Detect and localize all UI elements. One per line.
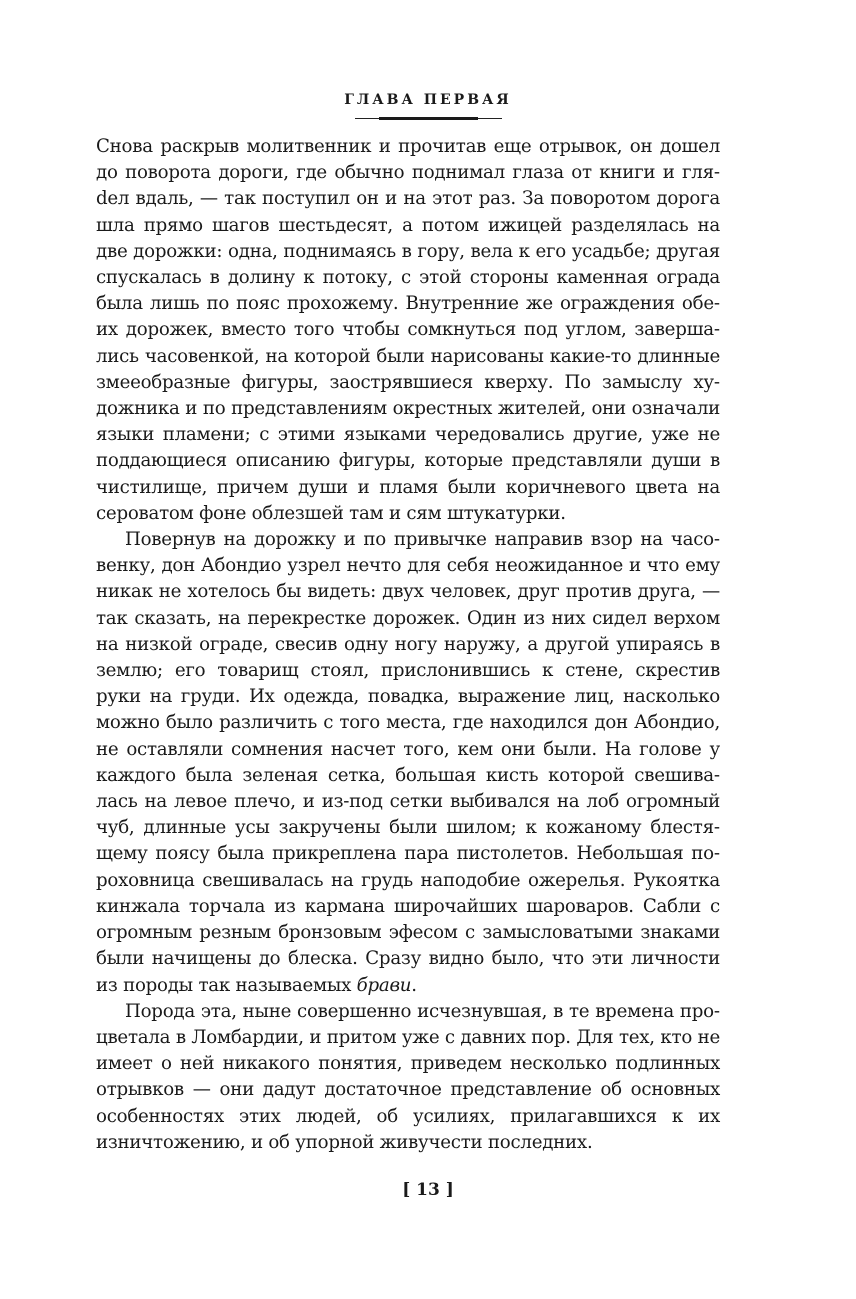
body-text bbox=[96, 134, 720, 1156]
paragraph-3 bbox=[96, 999, 720, 1156]
paragraph-1 bbox=[96, 134, 720, 527]
paragraph-2-end: . bbox=[411, 974, 417, 996]
head-rule-accent bbox=[379, 117, 478, 120]
page-number: [ 13 ] bbox=[402, 1180, 454, 1200]
paragraph-1-text: Снова раскрыв молитвенник и прочитав еще отрывок, он дошел до поворота дороги, где обычно поднимал глаза от книги и гляdел вдаль, — так поступил он и на этот раз. За поворотом дорога шла прямо шагов шестьдесят, а потом ижицей разделялась на две дорожки: одна, поднимаясь в гору, вела к его усадьбе; другая спускалась в долину к потоку, с этой стороны каменная ограда была лишь по пояс прохожему. Внутренние же ограждения обеих дорожек, вместо того чтобы сомкнуться под углом, завершались часовенкой, на которой были нарисованы какие-то длинные змееобразные фигуры, заострявшиеся кверху. По замыслу художника и по представлениям окрестных жителей, они означали языки пламени; с этими языками чередовались другие, уже не поддающиеся описанию фигуры, которые представляли души в чистилище, причем души и пламя были коричневого цвета на сероватом фоне облезшей там и сям штукатурки. bbox=[96, 136, 720, 524]
italic-term-bravi: брави bbox=[356, 974, 412, 996]
paragraph-2 bbox=[96, 527, 720, 999]
running-head: ГЛАВА ПЕРВАЯ bbox=[344, 92, 512, 108]
paragraph-2-text: Повернув на дорожку и по привычке направив взор на часовенку, дон Абондио узрел нечто для себя неожиданное и что ему никак не хотелось бы видеть: двух человек, друг против друга, — так сказать, на перекрестке дорожек. Один из них сидел верхом на низкой ограде, свесив одну ногу наружу, а другой упираясь в землю; его товарищ стоял, прислонившись к стене, скрестив руки на груди. Их одежда, повадка, выражение лиц, насколько можно было различить с того места, где находился дон Абондио, не оставляли сомнения насчет того, кем они были. На голове у каждого была зеленая сетка, большая кисть которой свешивалась на левое плечо, и из-под сетки выбивался на лоб огромный чуб, длинные усы закручены были шилом; к кожаному блестящему поясу была прикреплена пара пистолетов. Небольшая пороховница свешивалась на грудь наподобие ожерелья. Рукоятка кинжала торчала из кармана широчайших шароваров. Сабли с огромным резным бронзовым эфесом с замысловатыми знаками были начищены до блеска. Сразу видно было, что эти личности из породы так называемых bbox=[96, 529, 720, 996]
paragraph-3-text: Порода эта, ныне совершенно исчезнувшая, в те времена процветала в Ломбардии, и притом уже с давних пор. Для тех, кто не имеет о ней никакого понятия, приведем несколько подлинных отрывков — они дадут достаточное представление об основных особенностях этих людей, об усилиях, прилагавшихся к их изничтожению, и об упорной живучести последних. bbox=[96, 1000, 720, 1153]
